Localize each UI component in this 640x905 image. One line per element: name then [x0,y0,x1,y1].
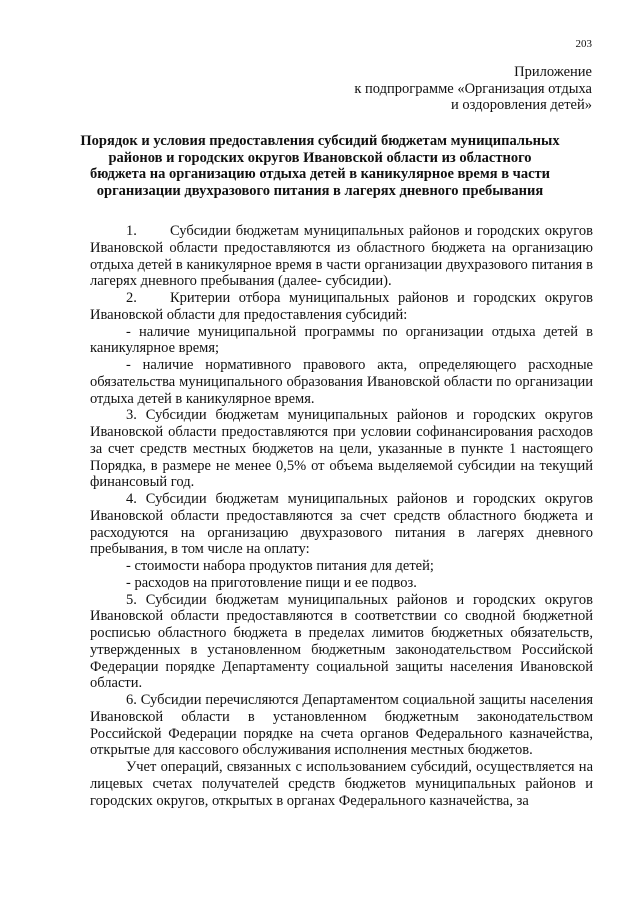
paragraph-text: Субсидии бюджетам муниципальных районов и городских округов Ивановской области предоставляются из областного бюджета на организацию отдыха детей в каникулярное время в части организации двухразового питания в лагерях дневного пребывания (далее- субсидии). [90,223,593,290]
paragraph-text: Критерии отбора муниципальных районов и городских округов Ивановской области для предоставления субсидий: [90,290,593,323]
title-line: организации двухразового питания в лагерях дневного пребывания [96,182,544,199]
list-item: - стоимости набора продуктов питания для детей; [126,558,434,574]
paragraph-number: 1. [126,223,137,239]
appendix-header [354,64,592,114]
title-line: Порядок и условия предоставления субсидий бюджетам муниципальных [80,133,560,149]
title-line: районов и городских округов Ивановской области из областного [108,149,532,166]
paragraph-1 [90,223,593,290]
appendix-line: к подпрограмме «Организация отдыха [354,80,592,97]
paragraph-2 [90,290,593,324]
title-line: бюджета на организацию отдыха детей в каникулярное время в части [89,166,550,183]
list-item: - наличие муниципальной программы по организации отдыха детей в каникулярное время; [90,323,593,357]
list-item: - наличие нормативного правового акта, определяющего расходные обязательства муниципального образования Ивановской области по организации отдыха детей в каникулярное время. [90,357,593,407]
page-number: 203 [575,38,592,50]
paragraph-4: 4. Субсидии бюджетам муниципальных районов и городских округов Ивановской области предоставляются за счет средств областного бюджета и расходуются на организацию двухразового питания в лагерях дневного пребывания, в том числе на оплату: [90,491,593,558]
paragraph-5: 5. Субсидии бюджетам муниципальных районов и городских округов Ивановской области предоставляются в соответствии со сводной бюджетной росписью областного бюджета в пределах лимитов бюджетных обязательств, утвержденных в установленном бюджетным законодательством Российской Федерации порядке Департаменту социальной защиты населения Ивановской области. [90,591,593,692]
document-title [80,133,560,199]
list-item: - расходов на приготовление пищи и ее подвоз. [126,574,417,591]
document-body [90,223,593,809]
paragraph-number: 2. [126,290,137,306]
paragraph-7: Учет операций, связанных с использованием субсидий, осуществляется на лицевых счетах получателей средств бюджетов муниципальных районов и городских округов, открытых в органах Федерального казначейства, за [90,759,593,809]
paragraph-3: 3. Субсидии бюджетам муниципальных районов и городских округов Ивановской области предоставляются при условии софинансирования расходов за счет средств местных бюджетов на цели, указанные в пункте 1 настоящего Порядка, в размере не менее 0,5% от объема выделяемой субсидии на текущий финансовый год. [90,407,593,491]
appendix-line: Приложение [514,64,592,80]
appendix-line: и оздоровления детей» [451,97,592,113]
paragraph-6: 6. Субсидии перечисляются Департаментом социальной защиты населения Ивановской области в установленном бюджетным законодательством Российской Федерации порядке на счета органов Федерального казначейства, открытые для кассового обслуживания исполнения местных бюджетов. [90,692,593,759]
